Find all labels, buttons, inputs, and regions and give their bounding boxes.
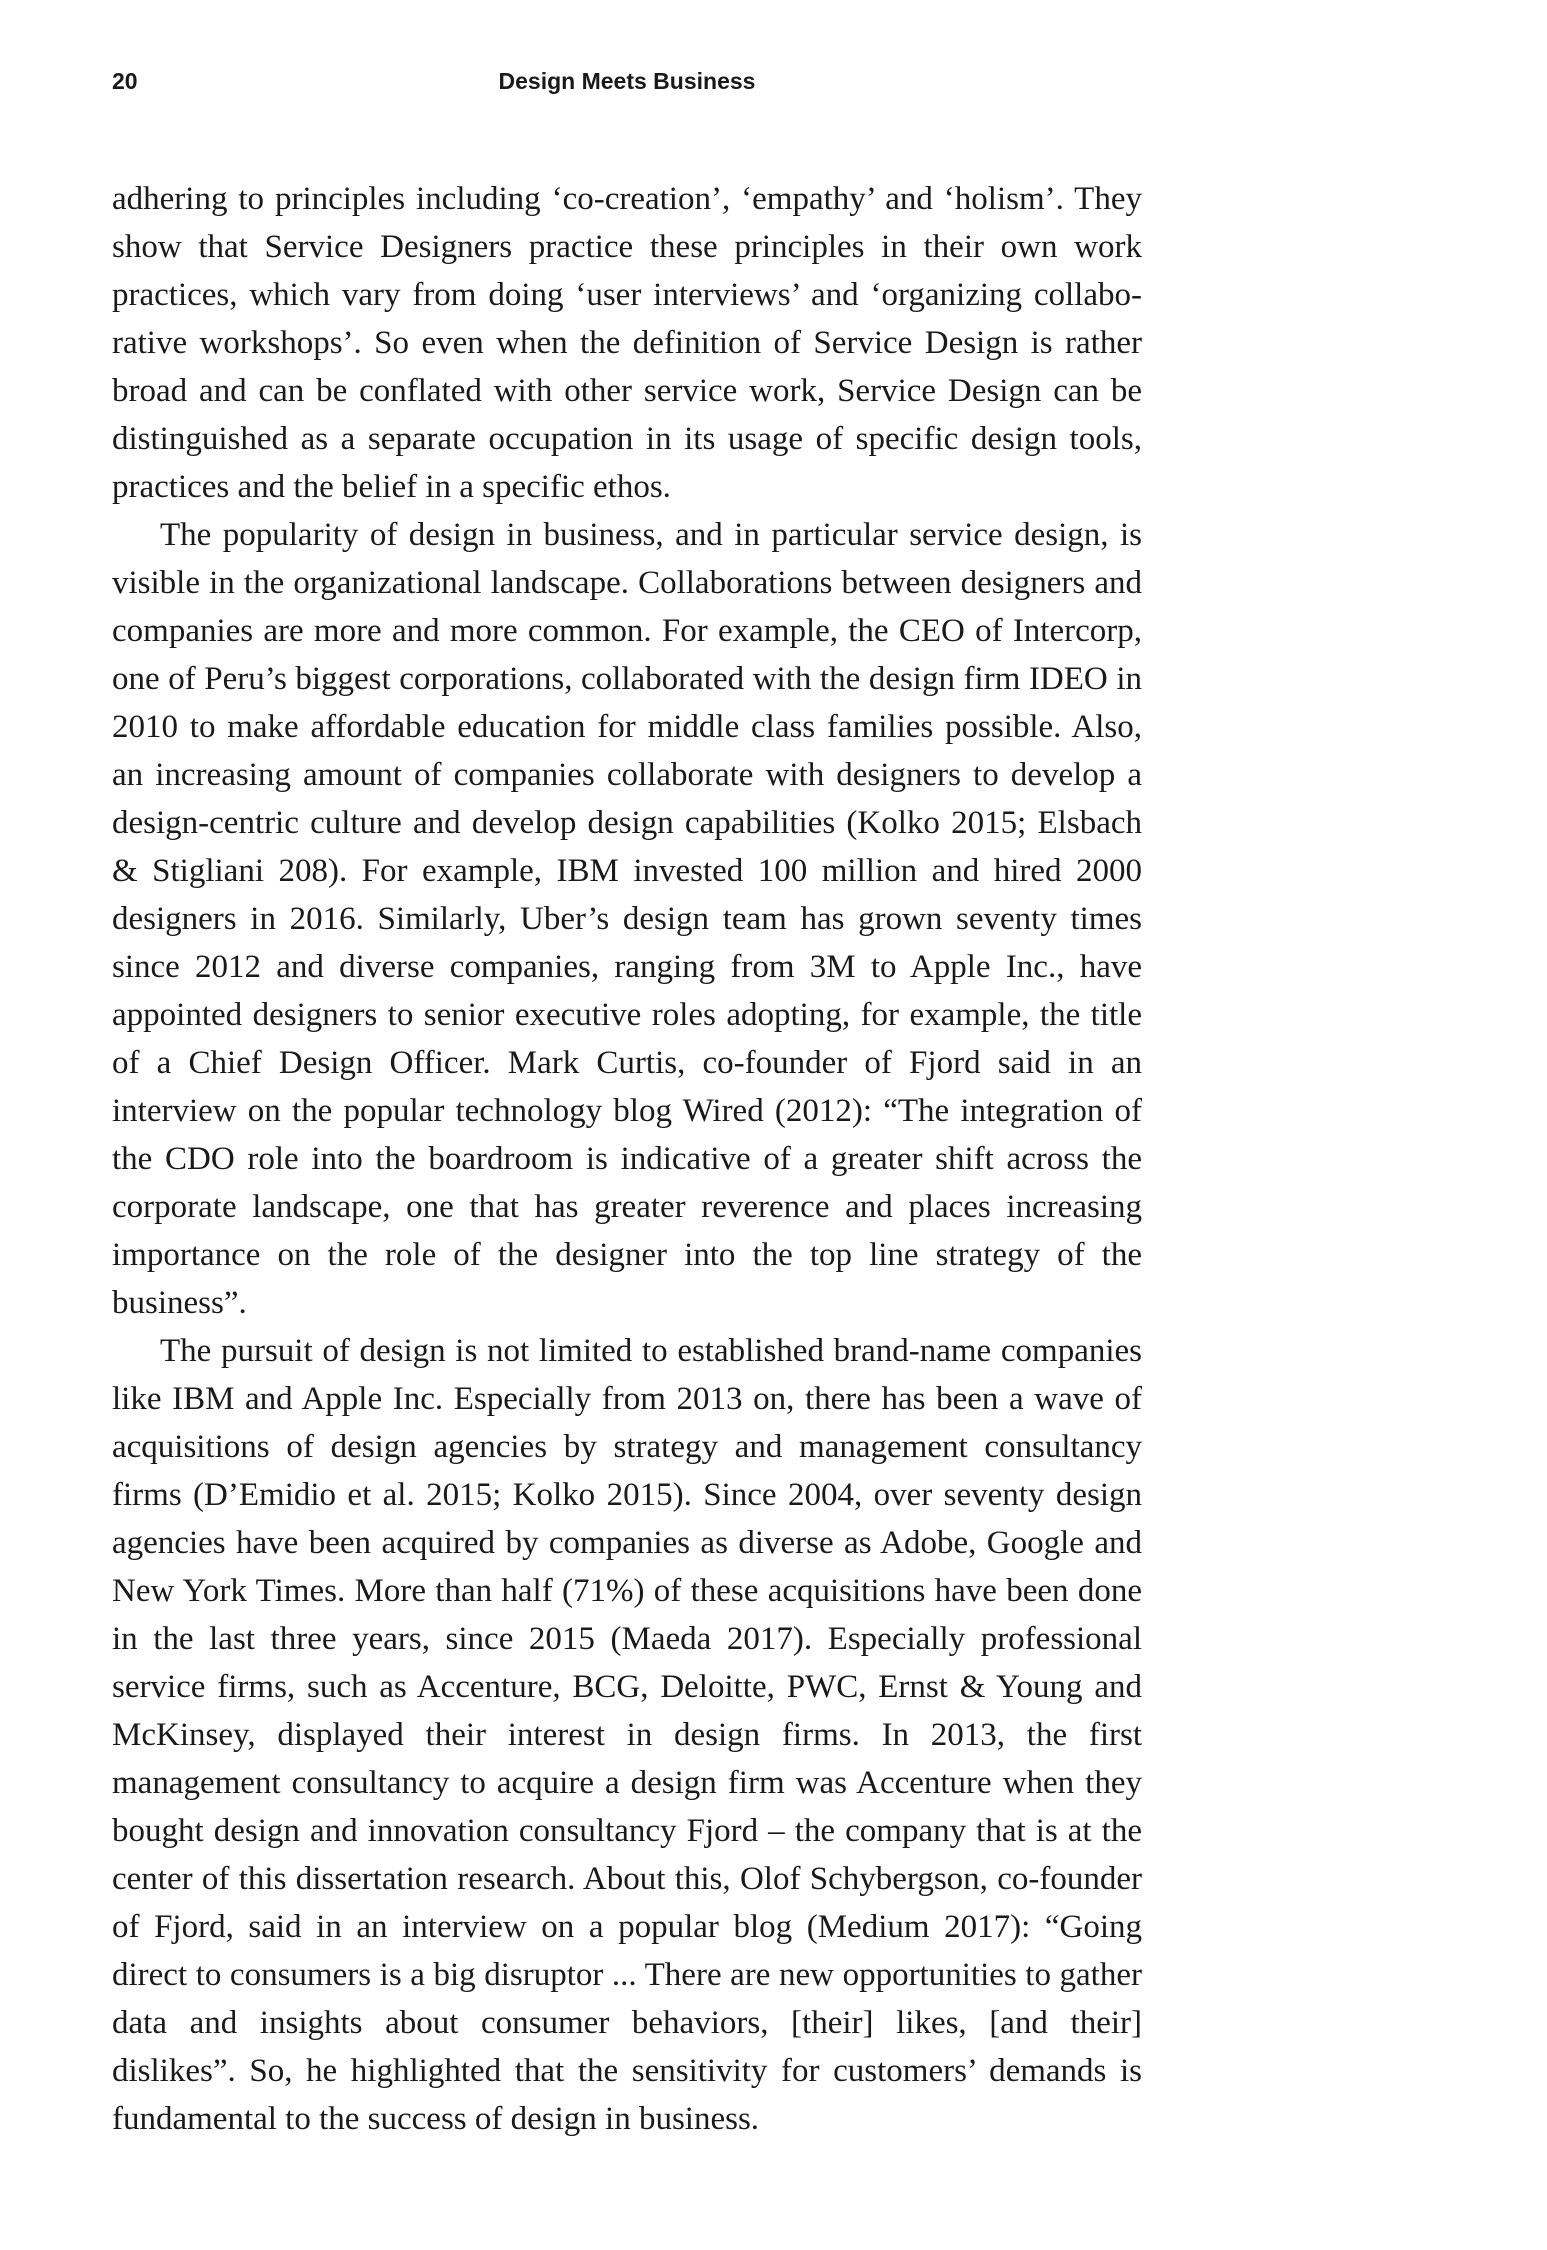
running-header (112, 68, 1142, 104)
page-number: 20 (112, 68, 138, 94)
running-title: Design Meets Business (498, 68, 756, 94)
paragraph-continued: adhering to principles including ‘co-creation’, ‘empathy’ and ‘holism’. They show that Service Designers practice these principles in their own work practices, which vary from doing ‘user interviews’ and ‘organizing collaborative workshops’. So even when the definition of Service Design is rather broad and can be conflated with other service work, Service Design can be distinguished as a separate occupation in its usage of specific design tools, practices and the belief in a specific ethos. (112, 181, 1142, 505)
body-text (112, 175, 1142, 2143)
paragraph-design-acquisitions: The pursuit of design is not limited to established brand-name companies like IBM and Apple Inc. Especially from 2013 on, there has been a wave of acquisitions of design agencies by strategy and management consultancy firms (D’Emidio et al. 2015; Kolko 2015). Since 2004, over seventy design agencies have been acquired by companies as diverse as Adobe, Google and New York Times. More than half (71%) of these acquisitions have been done in the last three years, since 2015 (Maeda 2017). Especially professional service firms, such as Accenture, BCG, Deloitte, PWC, Ernst & Young and McKinsey, displayed their interest in design firms. In 2013, the first management consultancy to acquire a design firm was Accenture when they bought design and innovation consultancy Fjord – the company that is at the center of this dissertation research. About this, Olof Schybergson, co-founder of Fjord, said in an interview on a popular blog (Medium 2017): “Going direct to consumers is a big disruptor ... There are new opportunities to gather data and insights about consumer behaviors, [their] likes, [and their] dislikes”. So, he highlighted that the sensitivity for customers’ demands is fundamental to the success of design in business. (112, 1333, 1142, 2137)
paragraph-design-popularity: The popularity of design in business, and in particular service design, is visible in the organizational landscape. Collaborations between designers and companies are more and more common. For example, the CEO of Intercorp, one of Peru’s biggest corporations, collaborated with the design firm IDEO in 2010 to make affordable education for middle class families possible. Also, an increasing amount of companies collaborate with designers to develop a design-centric culture and develop design capabilities (Kolko 2015; Elsbach & Stigliani 208). For example, IBM invested 100 million and hired 2000 designers in 2016. Similarly, Uber’s design team has grown seventy times since 2012 and diverse companies, ranging from 3M to Apple Inc., have appointed designers to senior executive roles adopting, for example, the title of a Chief Design Officer. Mark Curtis, co-founder of Fjord said in an interview on the popular technology blog Wired (2012): “The integration of the CDO role into the boardroom is indicative of a greater shift across the corporate landscape, one that has greater reverence and places increasing importance on the role of the designer into the top line strategy of the business”. (112, 517, 1142, 1321)
